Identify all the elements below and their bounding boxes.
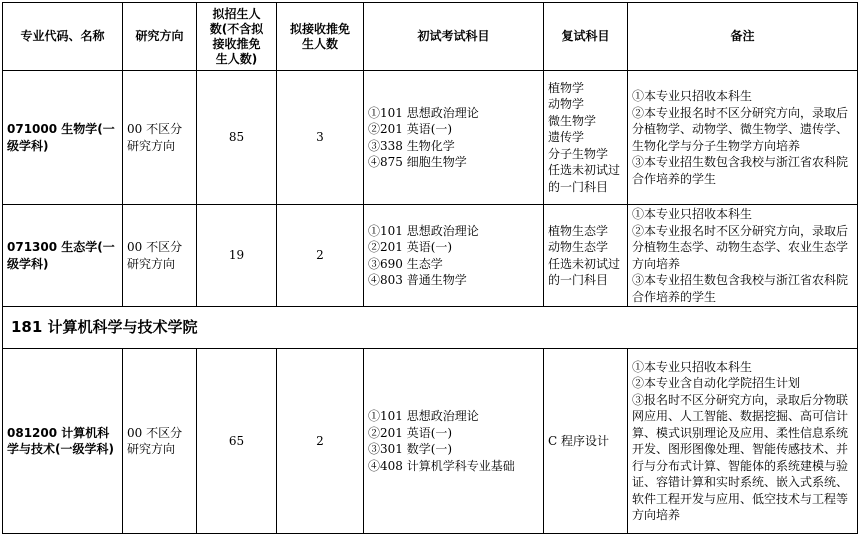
- exam-subject: ③301 数学(一): [368, 442, 453, 456]
- remark-line: ③报名时不区分研究方向，录取后分物联网应用、人工智能、数据挖掘、高可信计算、模式识别理论及应用、柔性信息系统开发、图形图像处理、智能传感技术、并行与分布式计算、智能体的系统建模与验证、容错计算和实时系统、嵌入式系统、软件工程开发与应用、低空技术与工程等方向培养: [632, 392, 849, 522]
- header-row: [3, 3, 858, 71]
- header-exempt: 拟接收推免生人数: [277, 3, 364, 71]
- header-direction: 研究方向: [123, 3, 197, 71]
- table-row: [3, 71, 858, 205]
- retest-cell: [544, 205, 628, 307]
- remark-line: ②本专业报名时不区分研究方向，录取后分植物学、动物学、微生物学、遗传学、生物化学与分子生物学方向培养: [632, 105, 849, 153]
- retest-subject: 任选未初试过的一门科目: [548, 256, 621, 287]
- direction-cell: 00 不区分研究方向: [123, 349, 197, 534]
- exam-subject: ③338 生物化学: [368, 138, 455, 153]
- retest-subject: C 程序设计: [548, 433, 609, 448]
- major-cell: 071000 生物学(一级学科): [3, 71, 123, 205]
- retest-subject: 动物生态学: [548, 240, 609, 254]
- retest-subject: 动物学: [548, 97, 585, 112]
- major-cell: 081200 计算机科学与技术(一级学科): [3, 349, 123, 534]
- retest-subject: 植物学: [548, 80, 585, 95]
- retest-cell: [544, 349, 628, 534]
- college-row: [3, 307, 858, 349]
- exam-subject: ②201 英语(一): [368, 122, 453, 136]
- exempt-cell: 2: [277, 205, 364, 307]
- exam-subject: ③690 生态学: [368, 256, 443, 271]
- quota-cell: 19: [197, 205, 277, 307]
- remarks-cell: [628, 349, 858, 534]
- exam-subject: ①101 思想政治理论: [368, 223, 479, 238]
- admissions-table: [2, 2, 858, 534]
- header-quota: 拟招生人数(不含拟接收推免生人数): [197, 3, 277, 71]
- exam-subject: ④408 计算机学科专业基础: [368, 458, 515, 473]
- exam-subject: ①101 思想政治理论: [368, 105, 479, 120]
- direction-cell: 00 不区分研究方向: [123, 205, 197, 307]
- remark-line: ③本专业招生数包含我校与浙江省农科院合作培养的学生: [632, 155, 849, 186]
- remark-line: ②本专业含自动化学院招生计划: [632, 376, 801, 390]
- table-row: [3, 349, 858, 534]
- exam-subject: ②201 英语(一): [368, 425, 453, 440]
- quota-cell: 85: [197, 71, 277, 205]
- college-title: 181 计算机科学与技术学院: [3, 307, 858, 349]
- exam-subject: ④875 细胞生物学: [368, 155, 467, 169]
- remarks-cell: [628, 71, 858, 205]
- retest-subject: 植物生态学: [548, 223, 609, 238]
- remark-line: ③本专业招生数包含我校与浙江省农科院合作培养的学生: [632, 273, 849, 304]
- retest-subject: 遗传学: [548, 130, 585, 145]
- retest-cell: [544, 71, 628, 205]
- header-initial-exam: 初试考试科目: [364, 3, 544, 71]
- table-row: [3, 205, 858, 307]
- retest-subject: 分子生物学: [548, 146, 609, 161]
- exam-cell: [364, 71, 544, 205]
- header-retest: 复试科目: [544, 3, 628, 71]
- remark-line: ①本专业只招收本科生: [632, 207, 753, 221]
- header-major: 专业代码、名称: [3, 3, 123, 71]
- retest-subject: 微生物学: [548, 113, 597, 128]
- remarks-cell: [628, 205, 858, 307]
- retest-subject: 任选未初试过的一门科目: [548, 163, 621, 194]
- remark-line: ②本专业报名时不区分研究方向，录取后分植物生态学、动物生态学、农业生态学方向培养: [632, 223, 849, 271]
- exam-subject: ②201 英语(一): [368, 240, 453, 254]
- quota-cell: 65: [197, 349, 277, 534]
- header-remarks: 备注: [628, 3, 858, 71]
- remark-line: ①本专业只招收本科生: [632, 359, 753, 374]
- exam-subject: ④803 普通生物学: [368, 273, 467, 287]
- exam-cell: [364, 349, 544, 534]
- exam-cell: [364, 205, 544, 307]
- exam-subject: ①101 思想政治理论: [368, 409, 479, 423]
- exempt-cell: 3: [277, 71, 364, 205]
- major-cell: 071300 生态学(一级学科): [3, 205, 123, 307]
- remark-line: ①本专业只招收本科生: [632, 89, 753, 103]
- direction-cell: 00 不区分研究方向: [123, 71, 197, 205]
- exempt-cell: 2: [277, 349, 364, 534]
